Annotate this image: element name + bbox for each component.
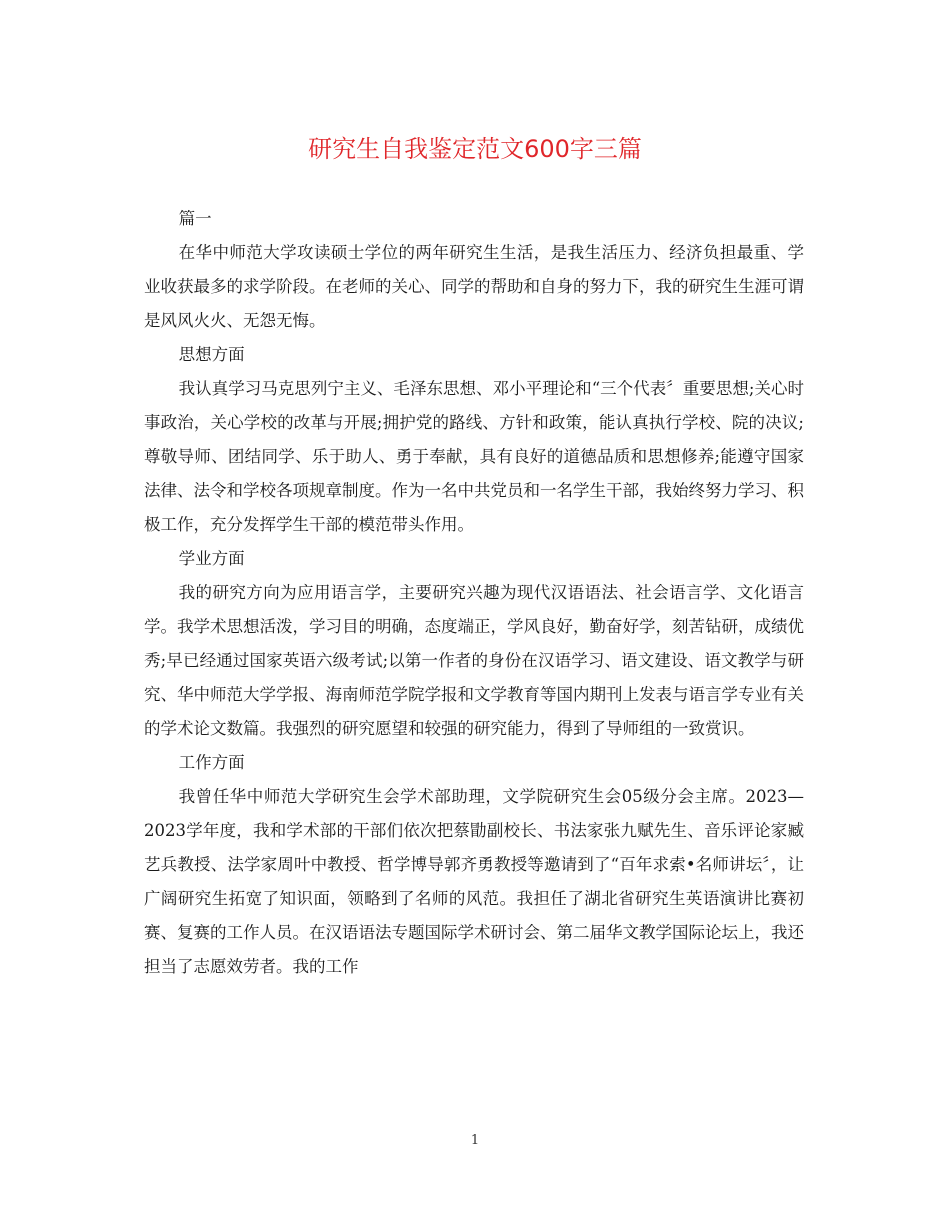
document-title: 研究生自我鉴定范文600字三篇 (308, 135, 642, 163)
document-body (144, 202, 804, 984)
section-heading-thought: 思想方面 (178, 345, 245, 364)
thought-paragraph: 我认真学习马克思列宁主义、毛泽东思想、邓小平理论和“三个代表〞重要思想;关心时事政治，关心学校的改革与开展;拥护党的路线、方针和政策，能认真执行学校、院的决议;尊敬导师、团结同学、乐于助人、勇于奉献，具有良好的道德品质和思想修养;能遵守国家法律、法令和学校各项规章制度。作为一名中共党员和一名学生干部，我始终努力学习、积极工作，充分发挥学生干部的模范带头作用。 (144, 379, 804, 534)
work-paragraph: 我曾任华中师范大学研究生会学术部助理，文学院研究生会05级分会主席。2023—2023学年度，我和学术部的干部们依次把蔡勖副校长、书法家张九赋先生、音乐评论家臧艺兵教授、法学家周叶中教授、哲学博导郭齐勇教授等邀请到了“百年求索•名师讲坛〞，让广阔研究生拓宽了知识面，领略到了名师的风范。我担任了湖北省研究生英语演讲比赛初赛、复赛的工作人员。在汉语语法专题国际学术研讨会、第二届华文教学国际论坛上，我还担当了志愿效劳者。我的工作 (144, 787, 804, 976)
page-number: 1 (470, 1133, 480, 1148)
section-heading-work: 工作方面 (178, 753, 245, 772)
study-paragraph: 我的研究方向为应用语言学，主要研究兴趣为现代汉语语法、社会语言学、文化语言学。我学术思想活泼，学习目的明确，态度端正，学风良好，勤奋好学，刻苦钻研，成绩优秀;早已经通过国家英语六级考试;以第一作者的身份在汉语学习、语文建设、语文教学与研究、华中师范大学学报、海南师范学院学报和文学教育等国内期刊上发表与语言学专业有关的学术论文数篇。我强烈的研究愿望和较强的研究能力，得到了导师组的一致赏识。 (144, 583, 804, 738)
section-heading-part-one: 篇一 (178, 209, 212, 228)
section-heading-study: 学业方面 (178, 549, 245, 568)
intro-paragraph: 在华中师范大学攻读硕士学位的两年研究生生活，是我生活压力、经济负担最重、学业收获最多的求学阶段。在老师的关心、同学的帮助和自身的努力下，我的研究生生涯可谓是风风火火、无怨无悔。 (144, 243, 804, 330)
